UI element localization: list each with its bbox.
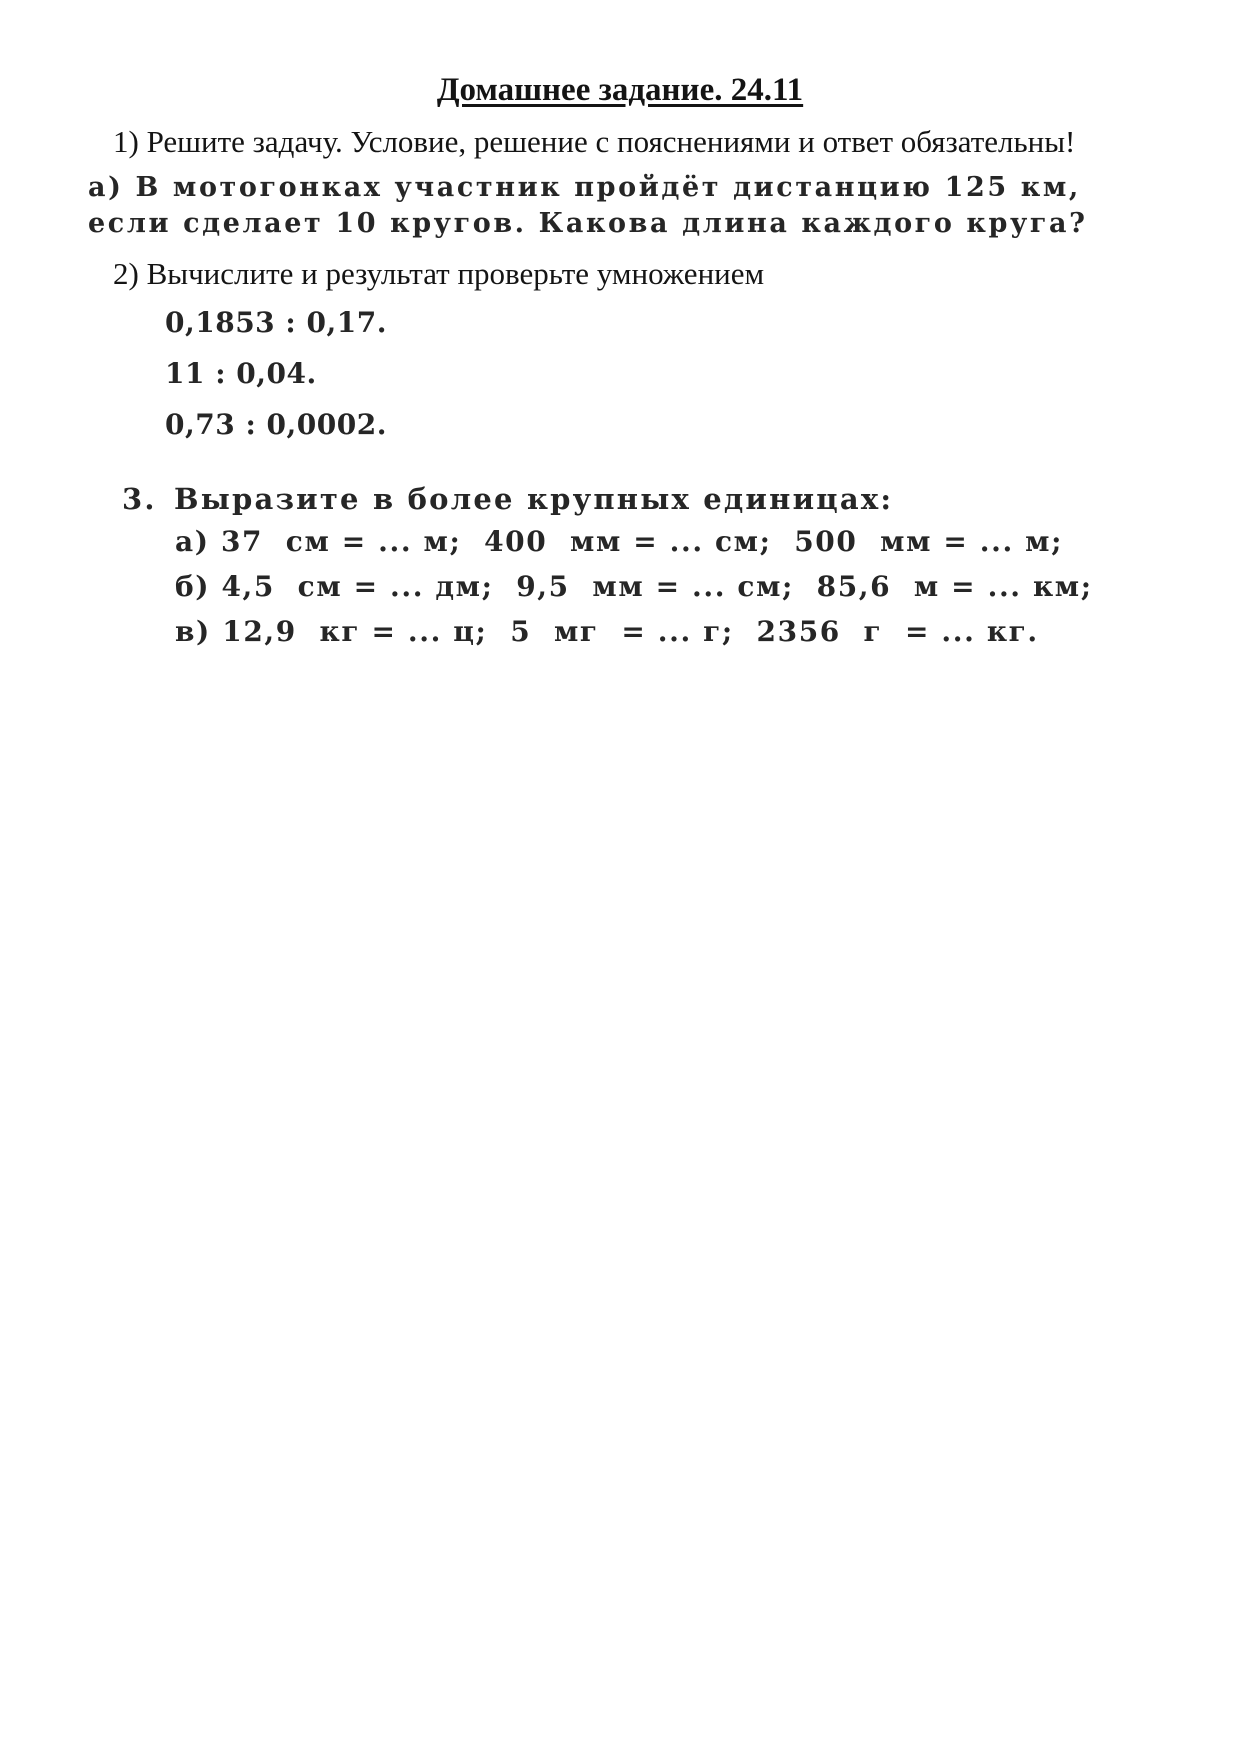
task1-instruction: 1) Решите задачу. Условие, решение с пояснениями и ответ обязательны! bbox=[113, 124, 1076, 159]
task2-instruction: 2) Вычислите и результат проверьте умножением bbox=[113, 256, 765, 291]
task3-heading bbox=[122, 482, 893, 516]
task1-problem-line: если сделает 10 кругов. Какова длина каждого круга? bbox=[88, 208, 1088, 239]
page-title: Домашнее задание. 24.11 bbox=[436, 72, 804, 108]
task2-expression: 0,1853 : 0,17. bbox=[165, 306, 387, 339]
task1-problem-line: а) В мотогонках участник пройдёт дистанцию 125 км, bbox=[88, 172, 1081, 203]
task3-row: а) 37 см = ... м; 400 мм = ... см; 500 мм = ... м; bbox=[175, 525, 1064, 558]
task3-row: в) 12,9 кг = ... ц; 5 мг = ... г; 2356 г = ... кг. bbox=[175, 615, 1039, 648]
task3-number: 3. bbox=[122, 482, 157, 516]
task3-row: б) 4,5 см = ... дм; 9,5 мм = ... см; 85,6 м = ... км; bbox=[175, 570, 1093, 603]
task2-expression: 11 : 0,04. bbox=[165, 357, 317, 390]
task2-expression: 0,73 : 0,0002. bbox=[165, 408, 387, 441]
task3-heading-text: Выразите в более крупных единицах: bbox=[174, 482, 894, 516]
